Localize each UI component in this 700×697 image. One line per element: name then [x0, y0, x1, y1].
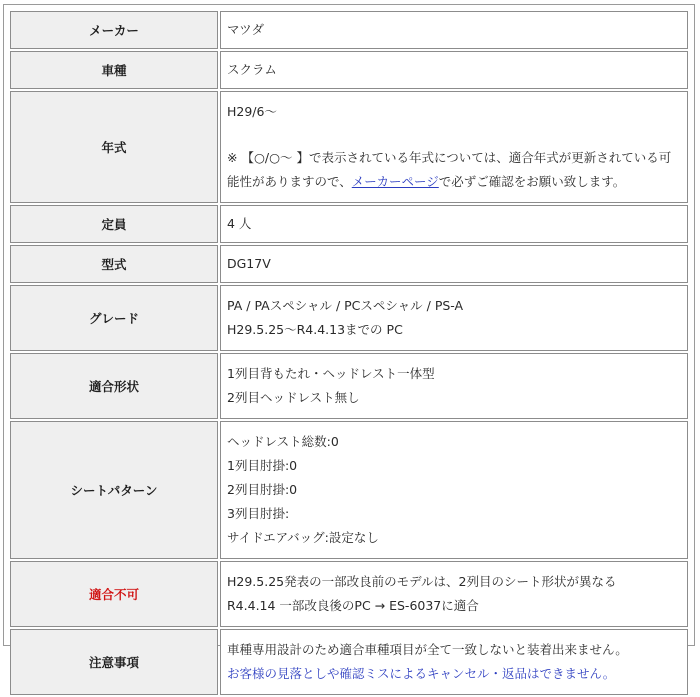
- maker-label: メーカー: [10, 11, 218, 49]
- grade-line-1: PA / PAスペシャル / PCスペシャル / PS-A: [227, 298, 464, 313]
- notes-line-1: 車種専用設計のため適合車種項目が全て一致しないと装着出来ません。: [227, 642, 628, 657]
- year-value: H29/6～: [227, 104, 277, 119]
- year-note-text: ※ 【○/○～ 】で表示されている年式については、適合年式が更新されている可能性がありますので、: [227, 150, 672, 189]
- year-note-tail: で必ずご確認をお願い致します。: [438, 174, 626, 189]
- capacity-value: 4 人: [220, 205, 688, 243]
- shape-cell: [220, 353, 688, 419]
- incompatible-cell: [220, 561, 688, 627]
- table-row-grade: [10, 285, 688, 351]
- grade-cell: [220, 285, 688, 351]
- type-value: DG17V: [220, 245, 688, 283]
- year-label: 年式: [10, 91, 218, 203]
- shape-label: 適合形状: [10, 353, 218, 419]
- table-row-seat-pattern: [10, 421, 688, 559]
- year-cell: [220, 91, 688, 203]
- table-row-type: [10, 245, 688, 283]
- notes-label: 注意事項: [10, 629, 218, 695]
- seat-pattern-line-3: 2列目肘掛:0: [227, 482, 298, 497]
- model-label: 車種: [10, 51, 218, 89]
- table-row-capacity: [10, 205, 688, 243]
- table-row-maker: [10, 11, 688, 49]
- year-note: [227, 146, 681, 194]
- incompatible-line-1: H29.5.25発表の一部改良前のモデルは、2列目のシート形状が異なる: [227, 574, 617, 589]
- grade-label: グレード: [10, 285, 218, 351]
- incompatible-label: 適合不可: [10, 561, 218, 627]
- seat-pattern-line-5: サイドエアバッグ:設定なし: [227, 530, 379, 545]
- model-value: スクラム: [220, 51, 688, 89]
- table-row-notes: [10, 629, 688, 695]
- seat-pattern-cell: [220, 421, 688, 559]
- incompatible-line-2: R4.4.14 一部改良後のPC → ES-6037に適合: [227, 598, 479, 613]
- type-label: 型式: [10, 245, 218, 283]
- shape-line-2: 2列目ヘッドレスト無し: [227, 390, 360, 405]
- notes-line-2: お客様の見落としや確認ミスによるキャンセル・返品はできません。: [227, 666, 616, 681]
- year-spacer: [227, 124, 681, 146]
- table-row-shape: [10, 353, 688, 419]
- maker-value: マツダ: [220, 11, 688, 49]
- maker-page-link[interactable]: メーカーページ: [351, 174, 439, 189]
- shape-line-1: 1列目背もたれ・ヘッドレスト一体型: [227, 366, 435, 381]
- grade-line-2: H29.5.25～R4.4.13までの PC: [227, 322, 403, 337]
- seat-pattern-label: シートパターン: [10, 421, 218, 559]
- seat-pattern-line-4: 3列目肘掛:: [227, 506, 290, 521]
- table-row-year: [10, 91, 688, 203]
- table-row-model: [10, 51, 688, 89]
- seat-pattern-line-1: ヘッドレスト総数:0: [227, 434, 339, 449]
- compatibility-spec-table: [8, 9, 690, 697]
- notes-cell: [220, 629, 688, 695]
- table-row-incompatible: [10, 561, 688, 627]
- capacity-label: 定員: [10, 205, 218, 243]
- spec-table-frame: [3, 4, 695, 681]
- seat-pattern-line-2: 1列目肘掛:0: [227, 458, 298, 473]
